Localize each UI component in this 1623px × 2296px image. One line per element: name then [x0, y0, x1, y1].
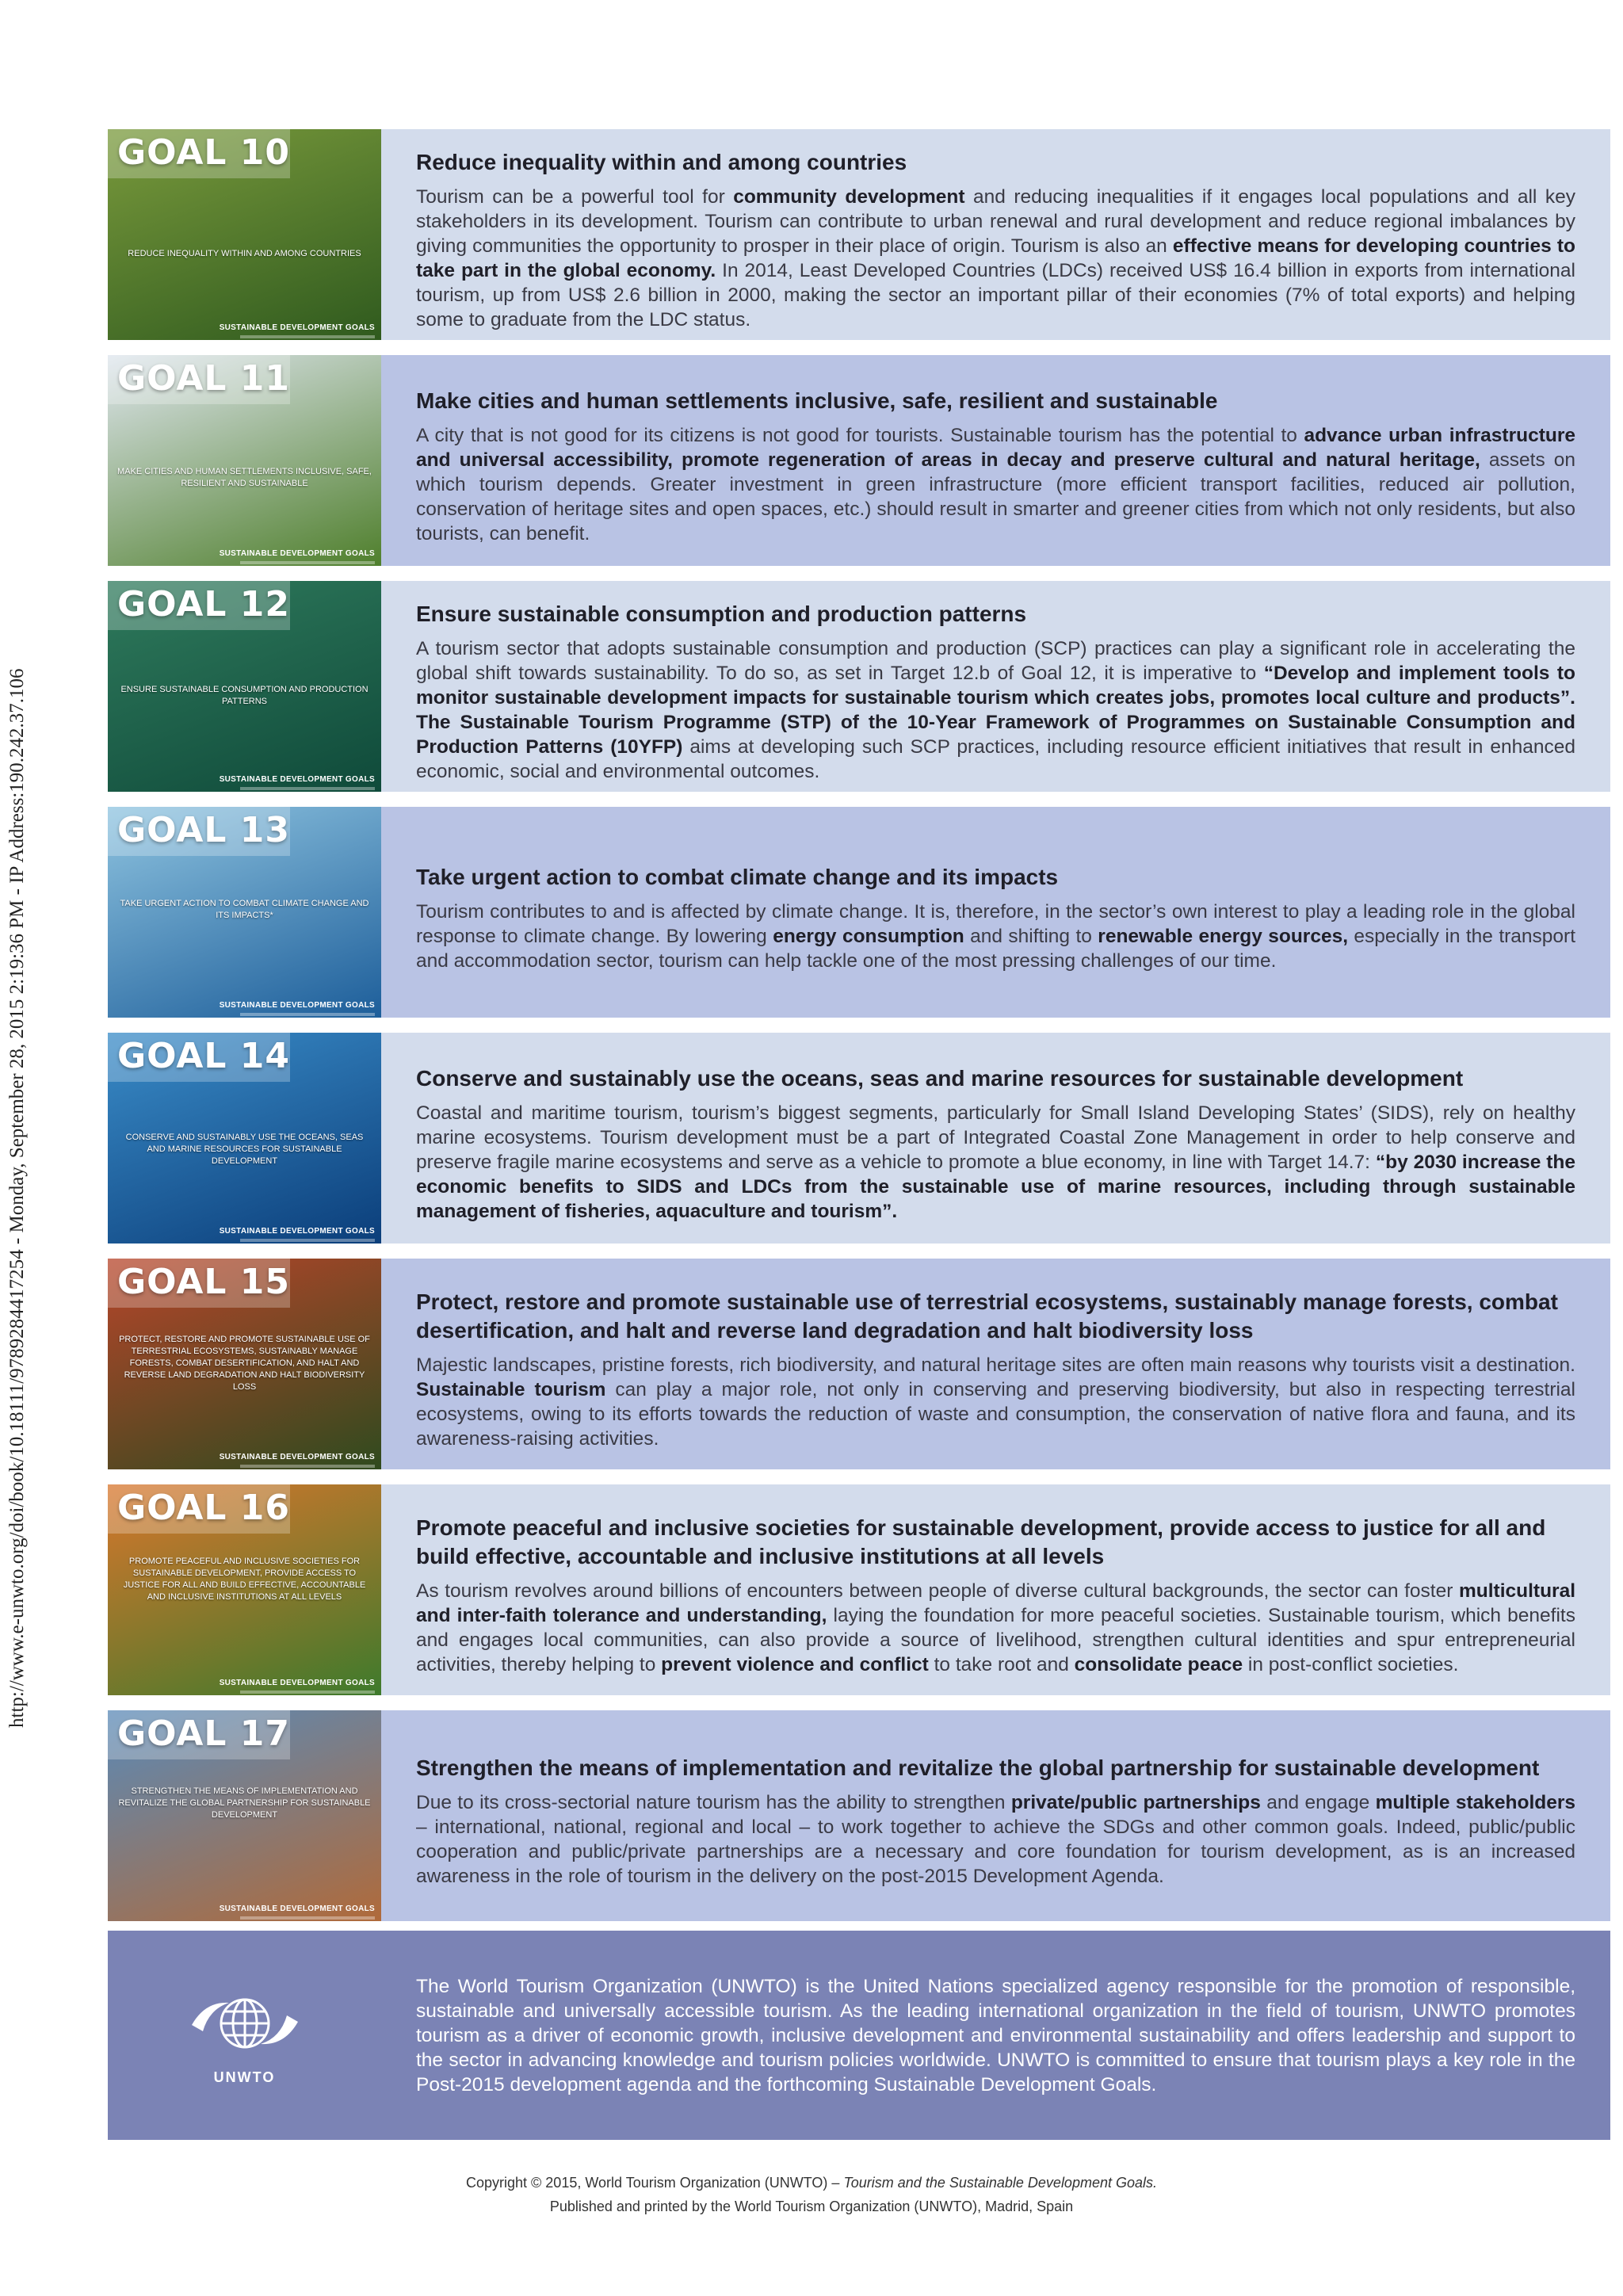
goal-text [381, 1033, 1610, 1244]
goal-text [381, 1710, 1610, 1921]
sdg-url-strip [240, 1465, 375, 1468]
goal-title: Reduce inequality within and among countries [416, 150, 907, 174]
sdg-url-strip [240, 787, 375, 790]
unwto-logo [108, 1931, 381, 2140]
goal-title: Conserve and sustainably use the oceans, seas and marine resources for sustainable development [416, 1065, 1464, 1091]
goal-row [108, 581, 1610, 792]
goal-image-caption: MAKE CITIES AND HUMAN SETTLEMENTS INCLUSIVE, SAFE, RESILIENT AND SUSTAINABLE [117, 467, 372, 488]
goal-body-emphasis: prevent violence and conflict [661, 1654, 929, 1675]
goal-body [416, 423, 1575, 546]
side-url-text: http://www.e-unwto.org/doi/book/10.18111/9789284417254 - Monday, September 28, 2015 2:19:36 PM - IP Address:190.242.37.106 [6, 668, 28, 1728]
goal-image-caption: REDUCE INEQUALITY WITHIN AND AMONG COUNTRIES [128, 249, 361, 258]
goal-image [108, 1033, 381, 1244]
sdg-url-strip [240, 1916, 375, 1920]
goal-row [108, 1484, 1610, 1695]
goal-body-emphasis: multiple stakeholders [1375, 1792, 1575, 1813]
goal-number-label: GOAL 11 [117, 358, 290, 399]
goal-title: Strengthen the means of implementation and revitalize the global partnership for sustainable development [416, 1755, 1540, 1780]
goal-body-emphasis: “Develop and implement tools to monitor sustainable development impacts for sustainable tourism which creates jobs, promotes local culture and products”. The Sustainable Tourism Programme (STP) of the 10-Year Framework of Programmes on Sustainable Consumption and Production Patterns (10YFP) [416, 663, 1576, 758]
goal-number-label: GOAL 16 [117, 1488, 290, 1528]
sdg-tag: SUSTAINABLE DEVELOPMENT GOALS [219, 1679, 375, 1687]
goal-text [381, 1259, 1610, 1469]
goal-image-caption: CONSERVE AND SUSTAINABLY USE THE OCEANS, SEAS AND MARINE RESOURCES FOR SUSTAINABLE DEVELOPMENT [125, 1133, 364, 1166]
goal-number-label: GOAL 17 [117, 1713, 290, 1754]
goal-title: Protect, restore and promote sustainable use of terrestrial ecosystems, sustainably manage forests, combat desertification, and halt and reverse land degradation and halt biodiversity loss [416, 1289, 1558, 1343]
published-line: Published and printed by the World Tourism Organization (UNWTO), Madrid, Spain [549, 2199, 1074, 2214]
goal-body-text: Coastal and maritime tourism, tourism’s biggest segments, particularly for Small Island Developing States’ (SIDS), rely on healthy marine ecosystems. Tourism development must be a part of Integrated Coastal Zone Management in order to help conserve and preserve fragile marine ecosystems and serve as a vehicle to promote a blue economy, in line with Target 14.7: [416, 1102, 1575, 1173]
goal-number-label: GOAL 12 [117, 584, 290, 625]
goal-body-text: Due to its cross-sectorial nature tourism has the ability to strengthen [416, 1792, 1011, 1813]
goal-body-text: A city that is not good for its citizens is not good for tourists. Sustainable tourism has the potential to [416, 424, 1304, 446]
goal-body-emphasis: advance urban infrastructure and universal accessibility, promote regeneration of areas in decay and preserve cultural and natural heritage, [416, 424, 1575, 471]
sdg-url-strip [240, 1690, 375, 1694]
globe-logo-icon [185, 1985, 304, 2065]
goal-body-emphasis: effective means for developing countries to take part in the global economy. [416, 235, 1575, 281]
goal-body-text: assets on which tourism depends. Greater investment in green infrastructure (more efficient transport facilities, reduced air pollution, conservation of heritage sites and open spaces, etc.) should result in smarter and greener cities from which not only residents, but also tourists, can benefit. [416, 449, 1575, 544]
goal-image [108, 807, 381, 1018]
goal-number-label: GOAL 10 [117, 132, 290, 173]
goal-number-label: GOAL 13 [117, 810, 290, 850]
unwto-info-box [108, 1931, 1610, 2140]
goal-body [416, 185, 1575, 332]
goal-title: Take urgent action to combat climate change and its impacts [416, 864, 1059, 889]
goal-body-emphasis: Sustainable tourism [416, 1379, 606, 1400]
goal-title: Ensure sustainable consumption and production patterns [416, 602, 1027, 626]
goal-title: Make cities and human settlements inclusive, safe, resilient and sustainable [416, 388, 1218, 413]
sdg-tag: SUSTAINABLE DEVELOPMENT GOALS [219, 1453, 375, 1461]
unwto-description: The World Tourism Organization (UNWTO) is the United Nations specialized agency responsible for the promotion of responsible, sustainable and universally accessible tourism. As the leading international organization in the field of tourism, UNWTO promotes tourism as a driver of economic growth, inclusive development and environmental sustainability and offers leadership and support to the sector in advancing knowledge and tourism policies worldwide. UNWTO is committed to ensure that tourism plays a key role in the Post-2015 development agenda and the forthcoming Sustainable Development Goals. [416, 1975, 1575, 2095]
sdg-tag: SUSTAINABLE DEVELOPMENT GOALS [219, 775, 375, 784]
goal-body [416, 900, 1575, 973]
goal-body-emphasis: energy consumption [773, 925, 964, 947]
sdg-tag: SUSTAINABLE DEVELOPMENT GOALS [219, 549, 375, 558]
goal-image-caption: ENSURE SUSTAINABLE CONSUMPTION AND PRODUCTION PATTERNS [120, 685, 369, 706]
goal-row [108, 1259, 1610, 1469]
goal-body-text: laying the foundation for more peaceful societies. Sustainable tourism, which benefits and engages local communities, can also provide a source of livelihood, strengthen cultural identities and spur entrepreneurial activities, thereby helping to [416, 1605, 1575, 1675]
goal-row [108, 1033, 1610, 1244]
goal-text [381, 1484, 1610, 1695]
goal-image [108, 1484, 381, 1695]
sdg-tag: SUSTAINABLE DEVELOPMENT GOALS [219, 1227, 375, 1236]
sdg-url-strip [240, 335, 375, 338]
goal-body-text: and shifting to [964, 925, 1098, 947]
goal-body-text: in post-conflict societies. [1243, 1654, 1459, 1675]
goal-text [381, 129, 1610, 340]
sdg-tag: SUSTAINABLE DEVELOPMENT GOALS [219, 323, 375, 332]
copyright-line [0, 2175, 1623, 2191]
goal-body [416, 1101, 1575, 1224]
goal-body-emphasis: private/public partnerships [1010, 1792, 1261, 1813]
goal-body-text: aims at developing such SCP practices, including resource efficient initiatives that result in enhanced economic, social and environmental outcomes. [416, 736, 1575, 782]
goal-body-emphasis: consolidate peace [1074, 1654, 1243, 1675]
goal-image-caption: STRENGTHEN THE MEANS OF IMPLEMENTATION AND REVITALIZE THE GLOBAL PARTNERSHIP FOR SUSTAINABLE DEVELOPMENT [118, 1786, 371, 1820]
goal-image-caption: PROMOTE PEACEFUL AND INCLUSIVE SOCIETIES FOR SUSTAINABLE DEVELOPMENT, PROVIDE ACCESS TO JUSTICE FOR ALL AND BUILD EFFECTIVE, ACCOUNTABLE AND INCLUSIVE INSTITUTIONS AT ALL LEVELS [123, 1557, 366, 1602]
goal-body-text: – international, national, regional and local – to work together to achieve the SDGs and other common goals. Indeed, public/public cooperation and public/private partnerships are a necessary and core foundation for tourism development, as is an increased awareness in the role of tourism in the delivery on the post-2015 Development Agenda. [416, 1817, 1575, 1887]
goal-row [108, 807, 1610, 1018]
goal-text [381, 355, 1610, 566]
goal-title: Promote peaceful and inclusive societies for sustainable development, provide access to justice for all and build effective, accountable and inclusive institutions at all levels [416, 1515, 1546, 1568]
goal-image-caption: PROTECT, RESTORE AND PROMOTE SUSTAINABLE USE OF TERRESTRIAL ECOSYSTEMS, SUSTAINABLY MANAGE FORESTS, COMBAT DESERTIFICATION, AND HALT AND REVERSE LAND DEGRADATION AND HALT BIODIVERSITY LOSS [119, 1335, 370, 1392]
goal-image [108, 1710, 381, 1921]
goal-text [381, 807, 1610, 1018]
goal-body-text: and reducing inequalities if it engages local populations and all key stakeholders in its development. Tourism can contribute to urban renewal and rural development and reduce regional imbalances by giving communities the opportunity to prosper in their place of origin. Tourism is also an [416, 186, 1575, 257]
goal-image [108, 1259, 381, 1469]
goal-body-text: can play a major role, not only in conserving and preserving biodiversity, but also in respecting terrestrial ecosystems, owing to its efforts towards the reduction of waste and consumption, the conservation of native flora and fauna, and its awareness-raising activities. [416, 1379, 1575, 1450]
goal-image [108, 355, 381, 566]
goal-image-caption: TAKE URGENT ACTION TO COMBAT CLIMATE CHANGE AND ITS IMPACTS* [120, 899, 369, 920]
goal-body-emphasis: “by 2030 increase the economic benefits to SIDS and LDCs from the sustainable use of marine resources, including through sustainable management of fisheries, aquaculture and tourism”. [416, 1151, 1575, 1222]
copyright-prefix: Copyright © 2015, World Tourism Organization (UNWTO) – [466, 2175, 844, 2191]
goal-body-text: As tourism revolves around billions of encounters between people of diverse cultural backgrounds, the sector can foster [416, 1580, 1459, 1602]
goal-text [381, 581, 1610, 792]
sdg-tag: SUSTAINABLE DEVELOPMENT GOALS [219, 1001, 375, 1010]
sdg-url-strip [240, 1013, 375, 1016]
goal-image [108, 581, 381, 792]
goal-body [416, 1353, 1575, 1451]
goal-body-text: to take root and [928, 1654, 1075, 1675]
goal-row [108, 129, 1610, 340]
publication-title: Tourism and the Sustainable Development Goals. [843, 2175, 1157, 2191]
goal-body-text: Tourism can be a powerful tool for [416, 186, 734, 208]
unwto-logo-label: UNWTO [213, 2069, 276, 2085]
sdg-tag: SUSTAINABLE DEVELOPMENT GOALS [219, 1904, 375, 1913]
goal-body-emphasis: renewable energy sources, [1098, 925, 1349, 947]
sdg-url-strip [240, 561, 375, 564]
goal-body-text: In 2014, Least Developed Countries (LDCs) received US$ 16.4 billion in exports from international tourism, up from US$ 2.6 billion in 2000, making the sector an important pillar of their economies (7% of total exports) and helping some to graduate from the LDC status. [416, 260, 1576, 330]
goal-image [108, 129, 381, 340]
goal-body-text: Majestic landscapes, pristine forests, rich biodiversity, and natural heritage sites are often main reasons why tourists visit a destination. [416, 1354, 1575, 1376]
goal-body [416, 1790, 1575, 1889]
goal-body-emphasis: community development [733, 186, 965, 208]
goal-row [108, 1710, 1610, 1921]
goal-body-emphasis: multicultural and inter-faith tolerance and understanding, [416, 1580, 1575, 1626]
goal-number-label: GOAL 15 [117, 1262, 290, 1302]
goal-body [416, 636, 1575, 784]
goal-number-label: GOAL 14 [117, 1036, 290, 1076]
sdg-url-strip [240, 1239, 375, 1242]
goal-body [416, 1579, 1575, 1677]
goal-body-text: Tourism contributes to and is affected by climate change. It is, therefore, in the sector’s own interest to play a leading role in the global response to climate change. By lowering [416, 900, 1575, 947]
goal-body-text: and engage [1260, 1792, 1376, 1813]
goal-body-text: especially in the transport and accommodation sector, tourism can help tackle one of the most pressing challenges of our time. [416, 925, 1576, 972]
goal-body-text: A tourism sector that adopts sustainable consumption and production (SCP) practices can play a significant role in accelerating the global shift towards sustainability. To do so, as set in Target 12.b of Goal 12, it is imperative to [416, 638, 1575, 684]
goal-row [108, 355, 1610, 566]
